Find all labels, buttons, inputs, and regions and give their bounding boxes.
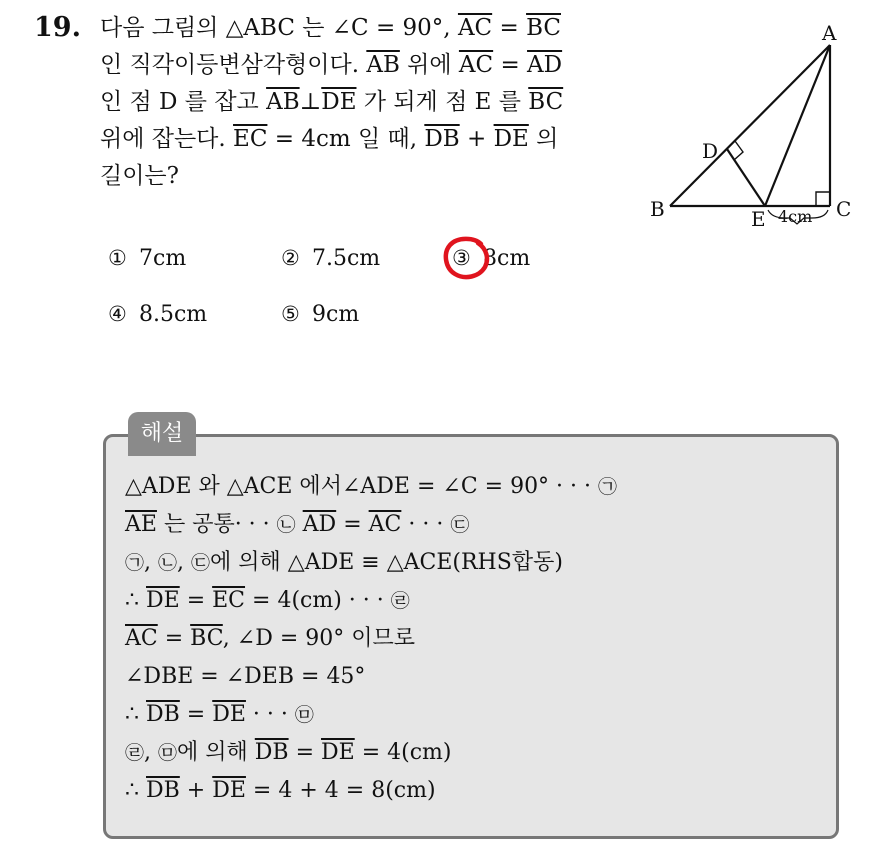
question-number: 19. xyxy=(34,12,81,43)
segment-name: $\overline{DB}$ xyxy=(424,126,460,152)
question-line-5 xyxy=(100,158,630,195)
segment-name: $\overline{EC}$ xyxy=(233,126,268,152)
text-run: = xyxy=(336,512,369,537)
segment-name: $\overline{BC}$ xyxy=(190,626,223,651)
segment-name: $\overline{AB}$ xyxy=(266,89,300,115)
text-run: = xyxy=(492,15,527,41)
circled-label: ㉢ xyxy=(191,552,211,574)
segment-name: $\overline{DE}$ xyxy=(212,778,246,803)
question-line-4 xyxy=(100,121,630,158)
text-run: · · · xyxy=(245,702,295,727)
segment-name: $\overline{AC}$ xyxy=(125,626,158,651)
question-line-3 xyxy=(100,84,630,121)
text-run: 가 되게 점 E 를 xyxy=(356,89,529,115)
text-run: , xyxy=(144,740,159,765)
text-run: ⊥ xyxy=(299,89,322,115)
solution-line-3 xyxy=(125,544,617,582)
segment-name: $\overline{DB}$ xyxy=(254,740,289,765)
circled-label: ㉠ xyxy=(125,552,145,574)
option-4-mark: ④ xyxy=(108,302,127,326)
text-run: , ∠D = 90° 이므로 xyxy=(222,626,416,651)
circled-label: ㉠ xyxy=(598,476,618,498)
circled-label: ㉡ xyxy=(158,552,178,574)
text-run: + xyxy=(179,778,213,803)
question-line-2 xyxy=(100,47,630,84)
text-run: 인 점 D 를 잡고 xyxy=(100,89,267,115)
segment-name: $\overline{DE}$ xyxy=(321,89,357,115)
answer-circle xyxy=(441,235,491,281)
solution-line-7 xyxy=(125,696,617,734)
segment-name: $\overline{AC}$ xyxy=(368,512,402,537)
circled-label: ㉤ xyxy=(294,704,314,726)
text-run: = 4(cm) xyxy=(354,740,452,765)
text-run: · · · xyxy=(401,512,451,537)
text-run: 에 의해 △ADE ≡ △ACE(RHS합동) xyxy=(210,550,563,575)
label-d: D xyxy=(702,139,719,163)
text-run: = xyxy=(179,702,213,727)
question-text xyxy=(100,10,630,195)
segment-name: $\overline{DE}$ xyxy=(146,588,180,613)
segment-name: $\overline{AE}$ xyxy=(125,512,157,537)
text-run: 길이는? xyxy=(100,163,179,189)
text-run: + xyxy=(459,126,494,152)
segment-name: $\overline{AD}$ xyxy=(527,52,563,78)
solution-line-8 xyxy=(125,734,617,772)
option-3-text: 8cm xyxy=(483,246,531,271)
text-run: = 4cm 일 때, xyxy=(267,126,425,152)
text-run: 의 xyxy=(528,126,559,152)
circled-label: ㉤ xyxy=(158,742,178,764)
option-2-mark: ② xyxy=(281,246,300,270)
option-1-mark: ① xyxy=(108,246,127,270)
circled-label: ㉢ xyxy=(450,514,470,536)
solution-line-4 xyxy=(125,582,617,620)
segment-name: $\overline{EC}$ xyxy=(212,588,246,613)
segment-name: $\overline{DE}$ xyxy=(321,740,355,765)
text-run: , xyxy=(144,550,159,575)
segment-de xyxy=(727,149,765,206)
solution-line-5 xyxy=(125,620,617,658)
segment-name: $\overline{BC}$ xyxy=(528,89,564,115)
segment-ae xyxy=(765,45,830,206)
circled-label: ㉡ xyxy=(276,514,296,536)
label-e: E xyxy=(751,207,766,231)
circled-label: ㉣ xyxy=(390,590,410,612)
text-run: 는 공통· · · xyxy=(156,512,277,537)
text-run xyxy=(296,512,303,537)
label-b: B xyxy=(650,197,665,221)
segment-name: $\overline{AD}$ xyxy=(302,512,337,537)
triangle-figure xyxy=(640,18,870,233)
text-run: , xyxy=(177,550,192,575)
right-angle-c xyxy=(816,192,830,206)
solution-tab: 해설 xyxy=(128,412,196,456)
label-ec-length: 4cm xyxy=(778,207,813,226)
text-run: = xyxy=(157,626,191,651)
segment-name: $\overline{AC}$ xyxy=(457,15,493,41)
option-4[interactable] xyxy=(108,302,207,327)
text-run: ∴ xyxy=(125,778,146,803)
text-run: = xyxy=(179,588,213,613)
label-c: C xyxy=(836,197,852,221)
text-run: 위에 xyxy=(399,52,459,78)
segment-name: $\overline{DB}$ xyxy=(146,702,180,727)
segment-name: $\overline{AC}$ xyxy=(458,52,494,78)
text-run: ∴ xyxy=(125,588,146,613)
solution-text xyxy=(125,468,617,810)
text-run: = 4 + 4 = 8(cm) xyxy=(245,778,436,803)
option-4-text: 8.5cm xyxy=(139,302,208,327)
segment-name: $\overline{DB}$ xyxy=(146,778,180,803)
text-run: = xyxy=(288,740,322,765)
solution-line-1 xyxy=(125,468,617,506)
segment-name: $\overline{DE}$ xyxy=(212,702,246,727)
solution-line-9 xyxy=(125,772,617,810)
text-run: 인 직각이등변삼각형이다. xyxy=(100,52,367,78)
text-run: ∠DBE = ∠DEB = 45° xyxy=(125,664,366,689)
text-run: 에 의해 xyxy=(177,740,255,765)
text-run: = xyxy=(493,52,528,78)
text-run: ∴ xyxy=(125,702,146,727)
segment-name: $\overline{AB}$ xyxy=(366,52,400,78)
option-2-text: 7.5cm xyxy=(312,246,381,271)
option-3-mark: ③ xyxy=(452,246,471,270)
circled-label: ㉣ xyxy=(125,742,145,764)
segment-name: $\overline{BC}$ xyxy=(526,15,561,41)
text-run: = 4(cm) · · · xyxy=(245,588,391,613)
right-angle-d xyxy=(734,141,743,160)
solution-line-2 xyxy=(125,506,617,544)
option-1[interactable] xyxy=(108,246,186,271)
text-run: △ADE 와 △ACE 에서∠ADE = ∠C = 90° · · · xyxy=(125,474,599,499)
label-a: A xyxy=(822,21,837,45)
segment-name: $\overline{DE}$ xyxy=(493,126,529,152)
option-5[interactable] xyxy=(281,302,359,327)
solution-line-6 xyxy=(125,658,617,696)
option-1-text: 7cm xyxy=(139,246,187,271)
option-5-text: 9cm xyxy=(312,302,360,327)
question-line-1 xyxy=(100,10,630,47)
option-2[interactable] xyxy=(281,246,380,271)
text-run: 위에 잡는다. xyxy=(100,126,234,152)
text-run: 다음 그림의 △ABC 는 ∠C = 90°, xyxy=(100,15,458,41)
option-5-mark: ⑤ xyxy=(281,302,300,326)
